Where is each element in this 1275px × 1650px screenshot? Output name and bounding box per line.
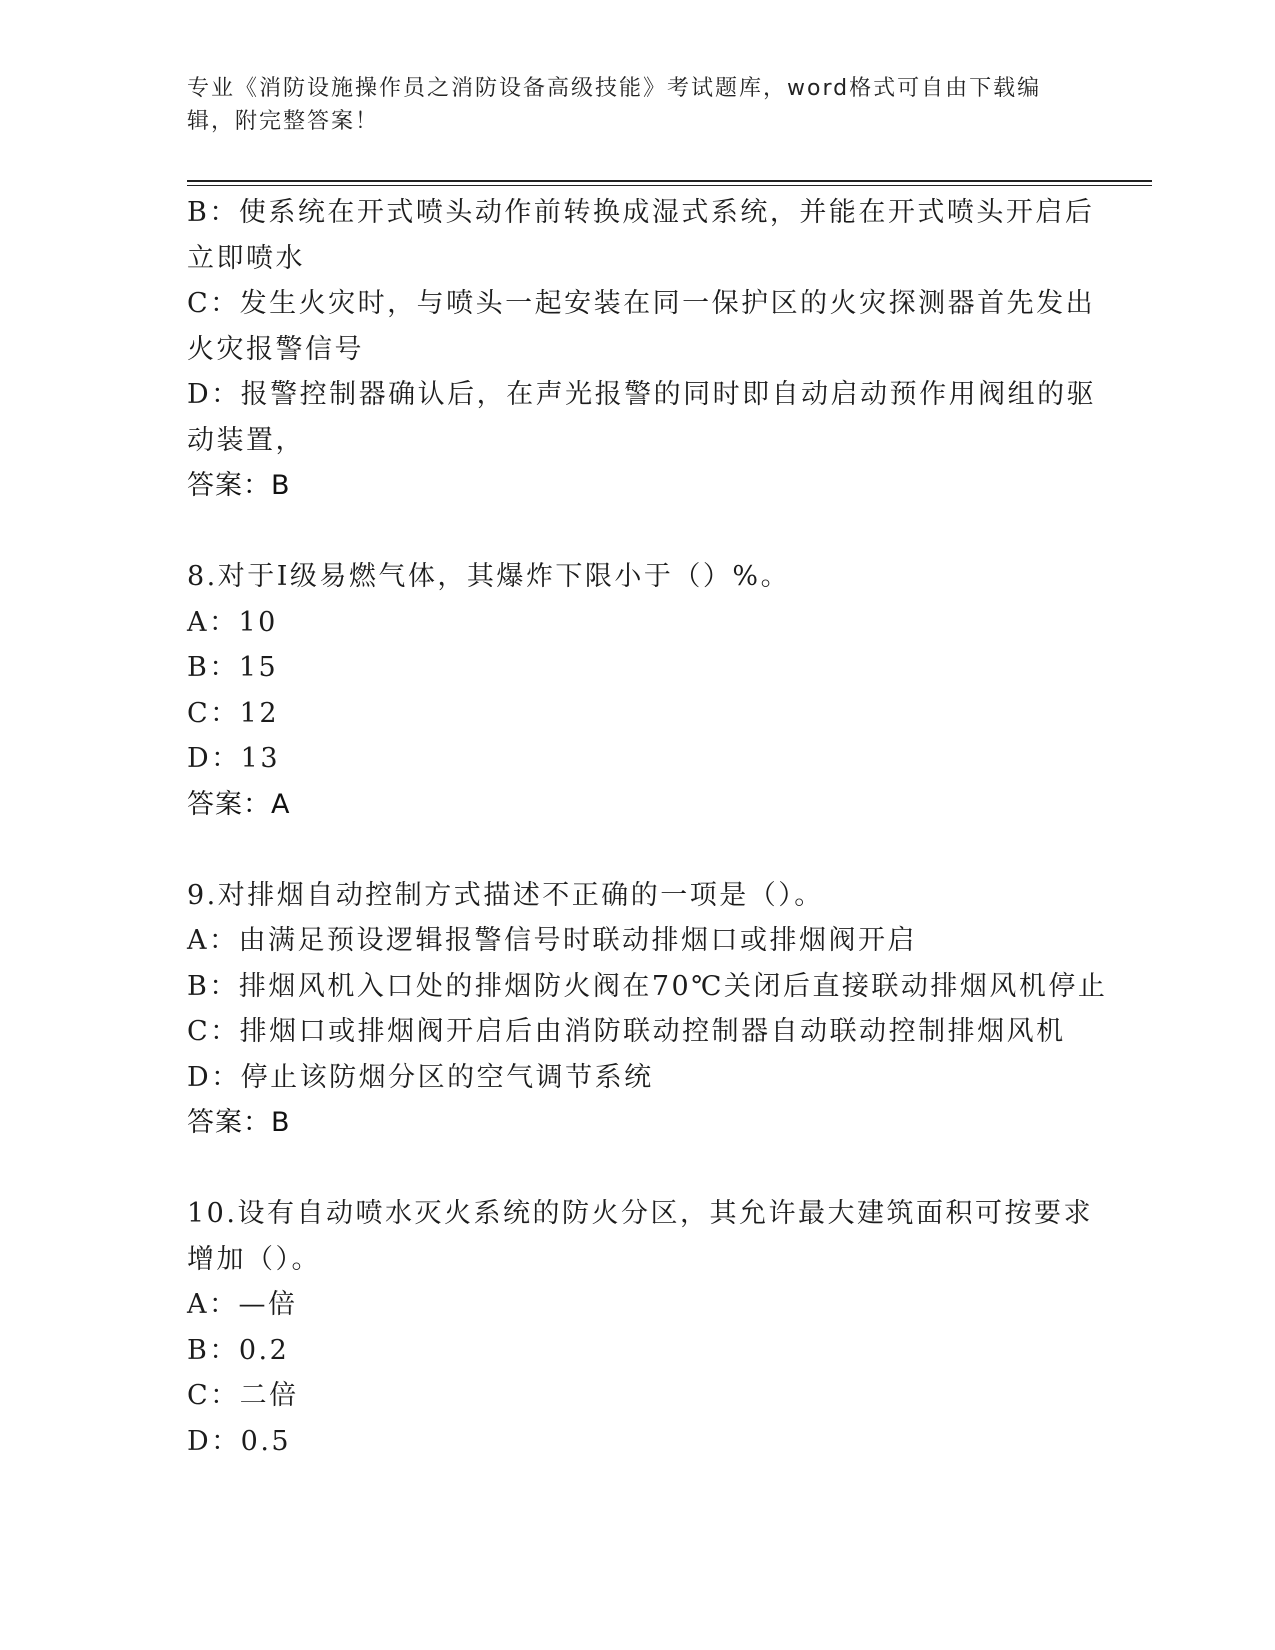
option-b-line-1: B：使系统在开式喷头动作前转换成湿式系统，并能在开式喷头开启后 xyxy=(187,197,1095,228)
answer-line: 答案：A xyxy=(187,788,291,820)
question-stem-line-2: 增加（）。 xyxy=(187,1243,321,1275)
option-a: A：—倍 xyxy=(187,1289,298,1320)
header-divider-thick xyxy=(187,180,1152,182)
option-c-line-2: 火灾报警信号 xyxy=(187,333,364,365)
question-stem: 8.对于Ⅰ级易燃气体，其爆炸下限小于（）%。 xyxy=(187,561,791,592)
header-divider-thin xyxy=(187,185,1152,186)
spacer xyxy=(187,1146,1087,1192)
option-c: C：排烟口或排烟阀开启后由消防联动控制器自动联动控制排烟风机 xyxy=(187,1016,1066,1047)
page-header xyxy=(187,72,1087,138)
option-a: A：由满足预设逻辑报警信号时联动排烟口或排烟阀开启 xyxy=(187,925,917,956)
question-8 xyxy=(187,554,1087,827)
option-c: C：二倍 xyxy=(187,1380,299,1411)
option-d-line-2: 动装置， xyxy=(187,424,305,456)
option-d: D：0.5 xyxy=(187,1425,292,1457)
option-d: D：13 xyxy=(187,743,281,774)
option-a: A：10 xyxy=(187,606,278,638)
option-b: B：0.2 xyxy=(187,1334,290,1366)
question-stem-line-1: 10.设有自动喷水灭火系统的防火分区，其允许最大建筑面积可按要求 xyxy=(187,1198,1093,1229)
option-b: B：15 xyxy=(187,652,279,683)
option-d: D：停止该防烟分区的空气调节系统 xyxy=(187,1061,654,1093)
spacer xyxy=(187,509,1087,555)
question-content xyxy=(187,190,1108,1464)
option-b: B：排烟风机入口处的排烟防火阀在70℃关闭后直接联动排烟风机停止 xyxy=(187,970,1108,1002)
option-d-line-1: D：报警控制器确认后，在声光报警的同时即自动启动预作用阀组的驱 xyxy=(187,379,1097,410)
header-line-2: 辑，附完整答案！ xyxy=(187,109,380,134)
option-c-line-1: C：发生火灾时，与喷头一起安装在同一保护区的火灾探测器首先发出 xyxy=(187,288,1096,319)
question-7-tail xyxy=(187,190,1097,509)
answer-line: 答案：B xyxy=(187,1107,291,1138)
header-line-1: 专业《消防设施操作员之消防设备高级技能》考试题库，word格式可自由下载编 xyxy=(187,76,1042,101)
question-9 xyxy=(187,873,1108,1146)
option-b-line-2: 立即喷水 xyxy=(187,242,305,274)
question-10 xyxy=(187,1191,1093,1464)
spacer xyxy=(187,827,1087,873)
option-c: C：12 xyxy=(187,697,280,729)
answer-line: 答案：B xyxy=(187,470,291,501)
question-stem: 9.对排烟自动控制方式描述不正确的一项是（）。 xyxy=(187,879,824,911)
